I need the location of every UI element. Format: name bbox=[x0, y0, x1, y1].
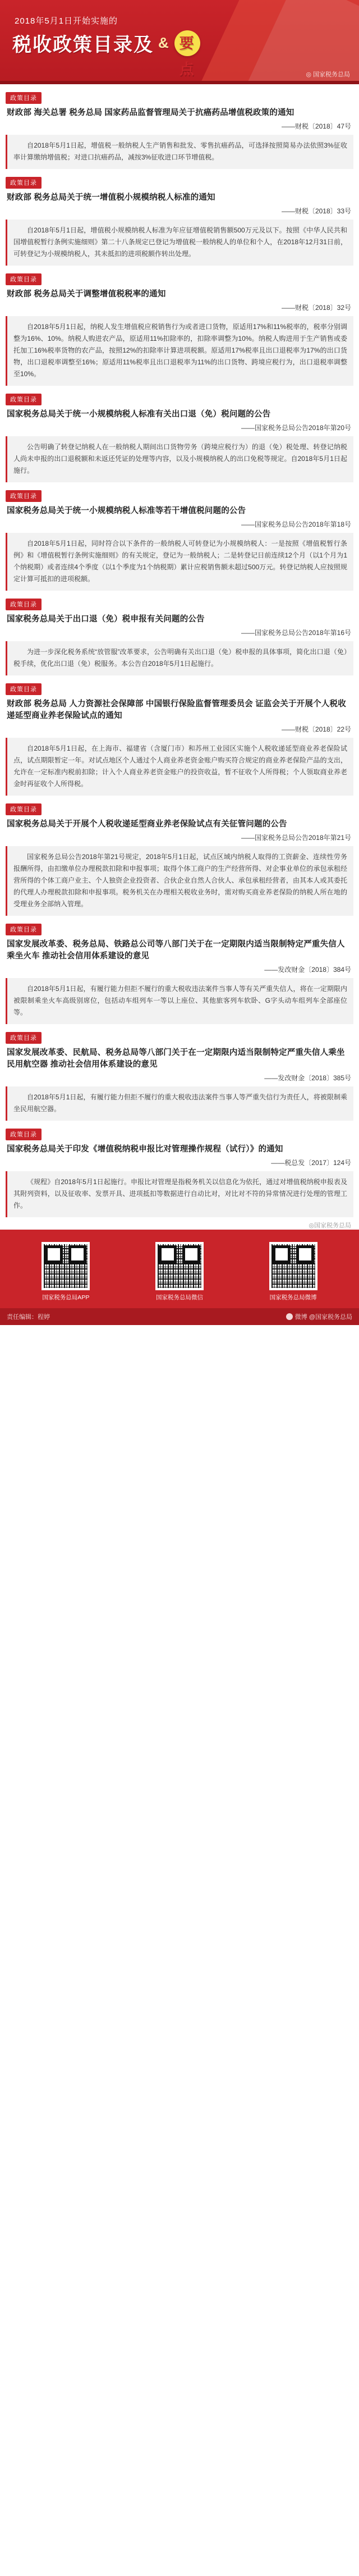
policy-paragraph: 自2018年5月1日起，有履行能力但拒不履行的重大税收违法案件当事人等严重失信行为责任人，将被限制乘坐民用航空器。 bbox=[13, 1093, 347, 1113]
qr-caption: 国家税务总局微信 bbox=[155, 1294, 203, 1301]
section-tag: 政策目录 bbox=[6, 394, 42, 405]
policy-section-list bbox=[0, 84, 359, 1217]
policy-paragraph: 《规程》自2018年5月1日起施行。申报比对管理是指税务机关以信息化为依托，通过对增值税纳税申报表及其附列资料，以及征收率、发票开具、进项抵扣等数据进行自动比对，对比对不符的异常情况进行处理的管理工作。 bbox=[13, 1178, 347, 1210]
policy-section bbox=[0, 482, 359, 591]
document-number: ——税总发〔2017〕124号 bbox=[271, 1159, 351, 1167]
policy-body bbox=[6, 1086, 353, 1121]
poster-footer bbox=[0, 1222, 359, 1325]
section-tag: 政策目录 bbox=[6, 177, 42, 189]
policy-body bbox=[6, 135, 353, 169]
document-number: ——发改财金〔2018〕384号 bbox=[264, 966, 351, 974]
section-tag: 政策目录 bbox=[6, 1032, 42, 1044]
policy-section bbox=[0, 386, 359, 482]
document-number: ——发改财金〔2018〕385号 bbox=[264, 1074, 351, 1083]
policy-section bbox=[0, 266, 359, 386]
section-tag: 政策目录 bbox=[6, 683, 42, 695]
qr-app[interactable] bbox=[32, 1242, 99, 1303]
document-number: ——财税〔2018〕22号 bbox=[281, 725, 351, 734]
section-tag: 政策目录 bbox=[6, 924, 42, 935]
policy-section bbox=[0, 84, 359, 169]
qr-code-icon bbox=[155, 1242, 204, 1290]
qr-weibo[interactable] bbox=[260, 1242, 327, 1303]
page-title-text: 税收政策目录及 bbox=[12, 34, 154, 56]
ampersand-glyph: & bbox=[158, 34, 170, 51]
policy-body bbox=[6, 738, 353, 796]
policy-body bbox=[6, 641, 353, 675]
header-subtitle: 2018年5月1日开始实施的 bbox=[15, 16, 118, 26]
policy-title: 国家发展改革委、民航局、税务总局等八部门关于在一定期限内适当限制特定严重失信人乘坐民用航空器 推动社会信用体系建设的意见 bbox=[7, 1048, 345, 1070]
status-badge: 要点 bbox=[174, 30, 200, 56]
policy-paragraph: 自2018年5月1日起，纳税人发生增值税应税销售行为或者进口货物，原适用17%和11%税率的，税率分别调整为16%、10%。纳税人购进农产品，原适用11%扣除率的，扣除率调整为10%。纳税人购进用于生产销售或委托加工16%税率货物的农产品，按照12%的扣除率计算进项税额。原适用17%税率且出口退税率为17%的出口货物，出口退税率调整至16%；原适用11%税率且出口退税率为11%的出口货物、跨境应税行为，出口退税率调整至10%。 bbox=[13, 323, 347, 378]
qr-pattern bbox=[44, 1244, 88, 1288]
document-number: ——国家税务总局公告2018年第20号 bbox=[241, 424, 351, 432]
policy-paragraph: 公告明确了转登记纳税人在一般纳税人期间出口货物劳务（跨境应税行为）的退（免）税处理、转登记纳税人尚未申报的出口退税额和未返还凭证的处理等内容，以及小规模纳税人的出口免税等规定。自2018年5月1日起施行。 bbox=[13, 443, 347, 475]
weibo-handle[interactable] bbox=[286, 1312, 352, 1321]
policy-title: 财政部 海关总署 税务总局 国家药品监督管理局关于抗癌药品增值税政策的通知 bbox=[7, 108, 294, 117]
policy-section bbox=[0, 675, 359, 796]
qr-caption: 国家税务总局微博 bbox=[269, 1294, 317, 1301]
policy-section bbox=[0, 1024, 359, 1121]
policy-section bbox=[0, 591, 359, 675]
policy-title: 国家税务总局关于统一小规模纳税人标准等若干增值税问题的公告 bbox=[7, 506, 246, 516]
poster-header bbox=[0, 0, 359, 84]
policy-title: 国家税务总局关于印发《增值税纳税申报比对管理操作规程（试行）》的通知 bbox=[7, 1145, 283, 1154]
policy-paragraph: 自2018年5月1日起，有履行能力但拒不履行的重大税收违法案件当事人等有关严重失信人，将在一定期限内被限制乘坐火车高级别席位，包括动车组列车一等以上座位、其他旅客列车软卧、G字头动车组列车全部座位等。 bbox=[13, 985, 347, 1017]
qr-pattern bbox=[158, 1244, 201, 1288]
qr-pattern bbox=[271, 1244, 315, 1288]
policy-body bbox=[6, 220, 353, 266]
document-number: ——国家税务总局公告2018年第18号 bbox=[241, 520, 351, 529]
policy-section bbox=[0, 796, 359, 916]
footer-bar bbox=[0, 1308, 359, 1325]
weibo-icon bbox=[286, 1313, 293, 1320]
document-number: ——国家税务总局公告2018年第21号 bbox=[241, 834, 351, 842]
document-number: ——国家税务总局公告2018年第16号 bbox=[241, 629, 351, 637]
document-number: ——财税〔2018〕32号 bbox=[281, 304, 351, 312]
page-title bbox=[12, 29, 200, 77]
footer-editor: 责任编辑：程婷 bbox=[7, 1313, 50, 1321]
header-source: ◎ 国家税务总局 bbox=[306, 71, 350, 78]
section-tag: 政策目录 bbox=[6, 490, 42, 502]
section-tag: 政策目录 bbox=[6, 1129, 42, 1140]
section-tag: 政策目录 bbox=[6, 599, 42, 610]
footer-watermark: ◎国家税务总局 bbox=[309, 1222, 351, 1230]
qr-code-icon bbox=[269, 1242, 317, 1290]
document-number: ——财税〔2018〕33号 bbox=[281, 207, 351, 216]
policy-paragraph: 自2018年5月1日起，增值税小规模纳税人标准为年应征增值税销售额500万元及以下。按照《中华人民共和国增值税暂行条例实施细则》第二十八条规定已登记为增值税一般纳税人的单位和个人，在2018年12月31日前，可转登记为小规模纳税人，其未抵扣的进项税额作转出处理。 bbox=[13, 226, 347, 258]
qr-wechat[interactable] bbox=[146, 1242, 213, 1303]
policy-title: 国家发展改革委、税务总局、铁路总公司等八部门关于在一定期限内适当限制特定严重失信人乘坐火车 推动社会信用体系建设的意见 bbox=[7, 940, 345, 961]
policy-title: 国家税务总局关于统一小规模纳税人标准有关出口退（免）税问题的公告 bbox=[7, 410, 271, 419]
policy-paragraph: 国家税务总局公告2018年第21号规定，2018年5月1日起，试点区域内纳税人取得的工资薪金、连续性劳务报酬所得，由扣缴单位办理税款扣除和申报事项；取得个体工商户的生产经营所得、对企事业单位的承包承租经营所得的个体工商户业主、个人独资企业投资者、合伙企业自然人合伙人、承包承租经营者，由其本人或其委托的代理人办理税款扣除和申报事项。税务机关在办理相关税收业务时，需对购买商业养老保险的纳税人所在地的受理业务全部纳入管理。 bbox=[13, 853, 347, 908]
policy-body bbox=[6, 978, 353, 1024]
policy-body bbox=[6, 846, 353, 916]
header-bottom-stripe bbox=[0, 81, 359, 84]
policy-paragraph: 自2018年5月1日起，在上海市、福建省（含厦门市）和苏州工业园区实施个人税收递延型商业养老保险试点，试点期限暂定一年。对试点地区个人通过个人商业养老资金账户购买符合规定的商业养老保险产品的支出，允许在一定标准内税前扣除；计入个人商业养老资金账户的投资收益，暂不征收个人所得税；个人领取商业养老金时再征收个人所得税。 bbox=[13, 745, 348, 788]
policy-section bbox=[0, 916, 359, 1024]
document-number: ——财税〔2018〕47号 bbox=[281, 122, 351, 131]
qr-code-icon bbox=[42, 1242, 90, 1290]
policy-title: 财政部 税务总局关于调整增值税税率的通知 bbox=[7, 290, 166, 299]
policy-body bbox=[6, 316, 353, 386]
policy-paragraph: 为进一步深化税务系统“放管服”改革要求，公告明确有关出口退（免）税申报的具体事项，简化出口退（免）税手续，优化出口退（免）税服务。本公告自2018年5月1日起施行。 bbox=[13, 648, 347, 668]
section-tag: 政策目录 bbox=[6, 803, 42, 815]
policy-paragraph: 自2018年5月1日起，同时符合以下条件的一般纳税人可转登记为小规模纳税人：一是按照《增值税暂行条例》和《增值税暂行条例实施细则》的有关规定，登记为一般纳税人；二是转登记日前连续12个月（以1个月为1个纳税期）或者连续4个季度（以1个季度为1个纳税期）累计应税销售额未超过500万元。转登记纳税人应按照规定计算可抵扣的进项税额。 bbox=[13, 540, 348, 583]
section-tag: 政策目录 bbox=[6, 92, 42, 104]
policy-body bbox=[6, 436, 353, 482]
weibo-label: 微博 @国家税务总局 bbox=[294, 1313, 352, 1321]
policy-section bbox=[0, 1121, 359, 1217]
section-tag: 政策目录 bbox=[6, 273, 42, 285]
qr-code-row bbox=[0, 1239, 359, 1308]
policy-title: 国家税务总局关于出口退（免）税申报有关问题的公告 bbox=[7, 615, 205, 624]
policy-title: 国家税务总局关于开展个人税收递延型商业养老保险试点有关征管问题的公告 bbox=[7, 820, 287, 829]
policy-section bbox=[0, 169, 359, 266]
policy-paragraph: 自2018年5月1日起，增值税一般纳税人生产销售和批发、零售抗癌药品，可选择按照简易办法依照3%征收率计算缴纳增值税；对进口抗癌药品，减按3%征收进口环节增值税。 bbox=[13, 141, 347, 162]
qr-caption: 国家税务总局APP bbox=[42, 1294, 90, 1301]
policy-title: 财政部 税务总局 人力资源社会保障部 中国银行保险监督管理委员会 证监会关于开展个人税收递延型商业养老保险试点的通知 bbox=[7, 700, 346, 721]
policy-body bbox=[6, 1171, 353, 1217]
policy-title: 财政部 税务总局关于统一增值税小规模纳税人标准的通知 bbox=[7, 193, 215, 203]
policy-body bbox=[6, 533, 353, 591]
